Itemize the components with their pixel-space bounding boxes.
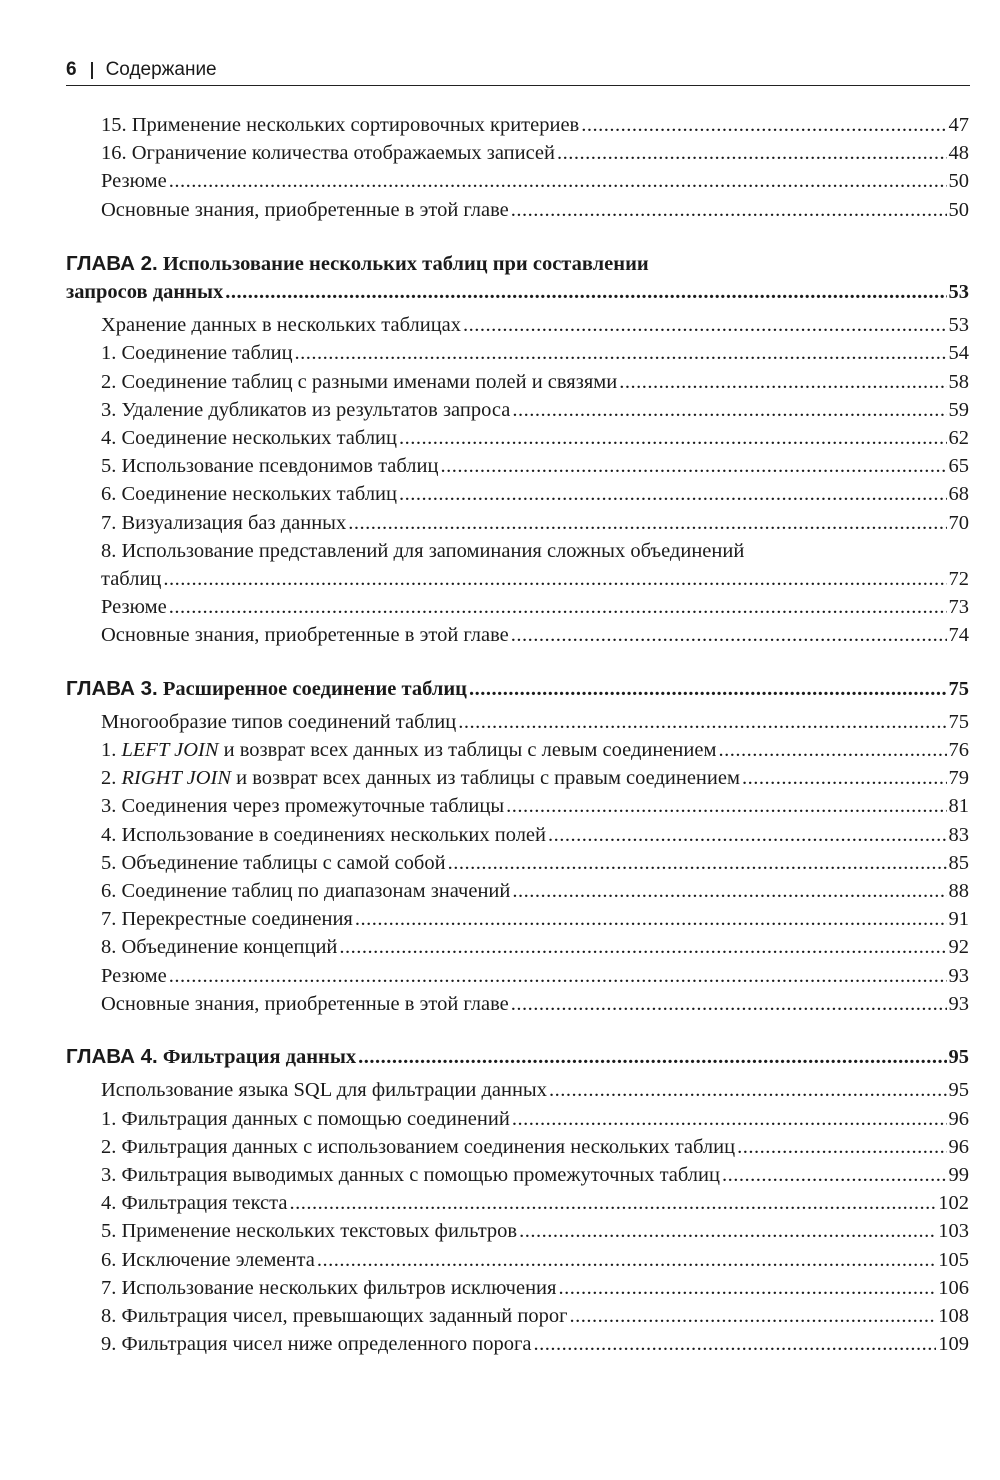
- running-header: [66, 58, 970, 86]
- toc-entry[interactable]: 4. Фильтрация текста ..... 102: [101, 1189, 969, 1217]
- toc-entry[interactable]: 7. Использование нескольких фильтров исключения ..... 106: [101, 1274, 969, 1302]
- toc-entry[interactable]: 3. Удаление дубликатов из результатов запроса ..... 59: [101, 396, 969, 424]
- chapter-1-tail: [66, 111, 969, 224]
- page-number: 6: [66, 59, 77, 80]
- dot-leader: [511, 621, 947, 649]
- dot-leader: [289, 1189, 936, 1217]
- toc-entry[interactable]: 2. Фильтрация данных с использованием соединения нескольких таблиц ..... 96: [101, 1133, 969, 1161]
- toc-entry[interactable]: 8. Использование представлений для запоминания сложных объединений таблиц ..... 72: [101, 537, 969, 593]
- dot-leader: [355, 905, 947, 933]
- dot-leader: [718, 736, 946, 764]
- dot-leader: [511, 990, 947, 1018]
- chapter-heading[interactable]: ГЛАВА 4. Фильтрация данных ..... 95: [66, 1043, 969, 1071]
- section-title: Содержание: [105, 59, 217, 80]
- toc-entry[interactable]: Основные знания, приобретенные в этой главе ..... 93: [101, 990, 969, 1018]
- toc-entry[interactable]: 5. Использование псевдонимов таблиц ..... 65: [101, 452, 969, 480]
- toc-entry[interactable]: 8. Фильтрация чисел, превышающих заданный порог ..... 108: [101, 1302, 969, 1330]
- toc-entry[interactable]: 2. RIGHT JOIN и возврат всех данных из таблицы с правым соединением ..... 79: [101, 764, 969, 792]
- dot-leader: [512, 396, 946, 424]
- toc-entry[interactable]: 2. Соединение таблиц с разными именами полей и связями ..... 58: [101, 368, 969, 396]
- toc-entry[interactable]: 1. Фильтрация данных с помощью соединений ..... 96: [101, 1105, 969, 1133]
- toc-entry[interactable]: 16. Ограничение количества отображаемых записей ..... 48: [101, 139, 969, 167]
- toc-entry[interactable]: 6. Соединение нескольких таблиц ..... 68: [101, 480, 969, 508]
- chapter-3: [66, 675, 969, 1018]
- toc-entry[interactable]: 4. Использование в соединениях нескольких полей ..... 83: [101, 821, 969, 849]
- dot-leader: [722, 1161, 947, 1189]
- dot-leader: [317, 1246, 936, 1274]
- dot-leader: [549, 1076, 947, 1104]
- dot-leader: [458, 708, 946, 736]
- toc-entry[interactable]: Резюме ..... 73: [101, 593, 969, 621]
- dot-leader: [440, 452, 946, 480]
- dot-leader: [619, 368, 946, 396]
- toc-entry[interactable]: 1. Соединение таблиц ..... 54: [101, 339, 969, 367]
- dot-leader: [511, 196, 947, 224]
- dot-leader: [348, 509, 946, 537]
- dot-leader: [512, 1105, 947, 1133]
- chapter-heading[interactable]: ГЛАВА 2. Использование нескольких таблиц при составлении запросов данных ..... 53: [66, 250, 969, 306]
- dot-leader: [581, 111, 946, 139]
- dot-leader: [163, 565, 946, 593]
- toc-entry[interactable]: 5. Применение нескольких текстовых фильтров ..... 103: [101, 1217, 969, 1245]
- toc-entry[interactable]: 5. Объединение таблицы с самой собой ..... 85: [101, 849, 969, 877]
- dot-leader: [448, 849, 947, 877]
- dot-leader: [512, 877, 946, 905]
- toc-entry[interactable]: 15. Применение нескольких сортировочных критериев ..... 47: [101, 111, 969, 139]
- dot-leader: [169, 962, 947, 990]
- dot-leader: [742, 764, 947, 792]
- toc-entry[interactable]: Многообразие типов соединений таблиц ..... 75: [101, 708, 969, 736]
- dot-leader: [169, 593, 947, 621]
- toc-entry[interactable]: Хранение данных в нескольких таблицах ..... 53: [101, 311, 969, 339]
- dot-leader: [295, 339, 947, 367]
- toc-entry[interactable]: 1. LEFT JOIN и возврат всех данных из таблицы с левым соединением ..... 76: [101, 736, 969, 764]
- toc-entry[interactable]: 7. Перекрестные соединения ..... 91: [101, 905, 969, 933]
- dot-leader: [339, 933, 946, 961]
- toc-entry[interactable]: Резюме ..... 93: [101, 962, 969, 990]
- dot-leader: [399, 424, 947, 452]
- dot-leader: [548, 821, 947, 849]
- dot-leader: [519, 1217, 936, 1245]
- table-of-contents: [66, 111, 969, 1358]
- toc-entry[interactable]: Использование языка SQL для фильтрации данных ..... 95: [101, 1076, 969, 1104]
- toc-entry[interactable]: 3. Соединения через промежуточные таблицы ..... 81: [101, 792, 969, 820]
- chapter-4: [66, 1043, 969, 1358]
- dot-leader: [737, 1133, 946, 1161]
- dot-leader: [558, 1274, 936, 1302]
- dot-leader: [469, 675, 947, 703]
- chapter-heading[interactable]: ГЛАВА 3. Расширенное соединение таблиц ..... 75: [66, 675, 969, 703]
- toc-entry[interactable]: Резюме ..... 50: [101, 167, 969, 195]
- toc-entry[interactable]: 6. Исключение элемента ..... 105: [101, 1246, 969, 1274]
- toc-entry[interactable]: 6. Соединение таблиц по диапазонам значений ..... 88: [101, 877, 969, 905]
- toc-entry[interactable]: Основные знания, приобретенные в этой главе ..... 74: [101, 621, 969, 649]
- dot-leader: [534, 1330, 937, 1358]
- dot-leader: [225, 278, 946, 306]
- dot-leader: [399, 480, 947, 508]
- toc-entry[interactable]: Основные знания, приобретенные в этой главе ..... 50: [101, 196, 969, 224]
- dot-leader: [463, 311, 946, 339]
- dot-leader: [169, 167, 947, 195]
- dot-leader: [506, 792, 946, 820]
- toc-entry[interactable]: 4. Соединение нескольких таблиц ..... 62: [101, 424, 969, 452]
- toc-entry[interactable]: 7. Визуализация баз данных ..... 70: [101, 509, 969, 537]
- header-separator: [91, 62, 93, 79]
- dot-leader: [570, 1302, 937, 1330]
- toc-entry[interactable]: 3. Фильтрация выводимых данных с помощью промежуточных таблиц ..... 99: [101, 1161, 969, 1189]
- dot-leader: [358, 1043, 946, 1071]
- toc-entry[interactable]: 9. Фильтрация чисел ниже определенного порога ..... 109: [101, 1330, 969, 1358]
- dot-leader: [557, 139, 946, 167]
- toc-entry[interactable]: 8. Объединение концепций ..... 92: [101, 933, 969, 961]
- chapter-2: [66, 250, 969, 650]
